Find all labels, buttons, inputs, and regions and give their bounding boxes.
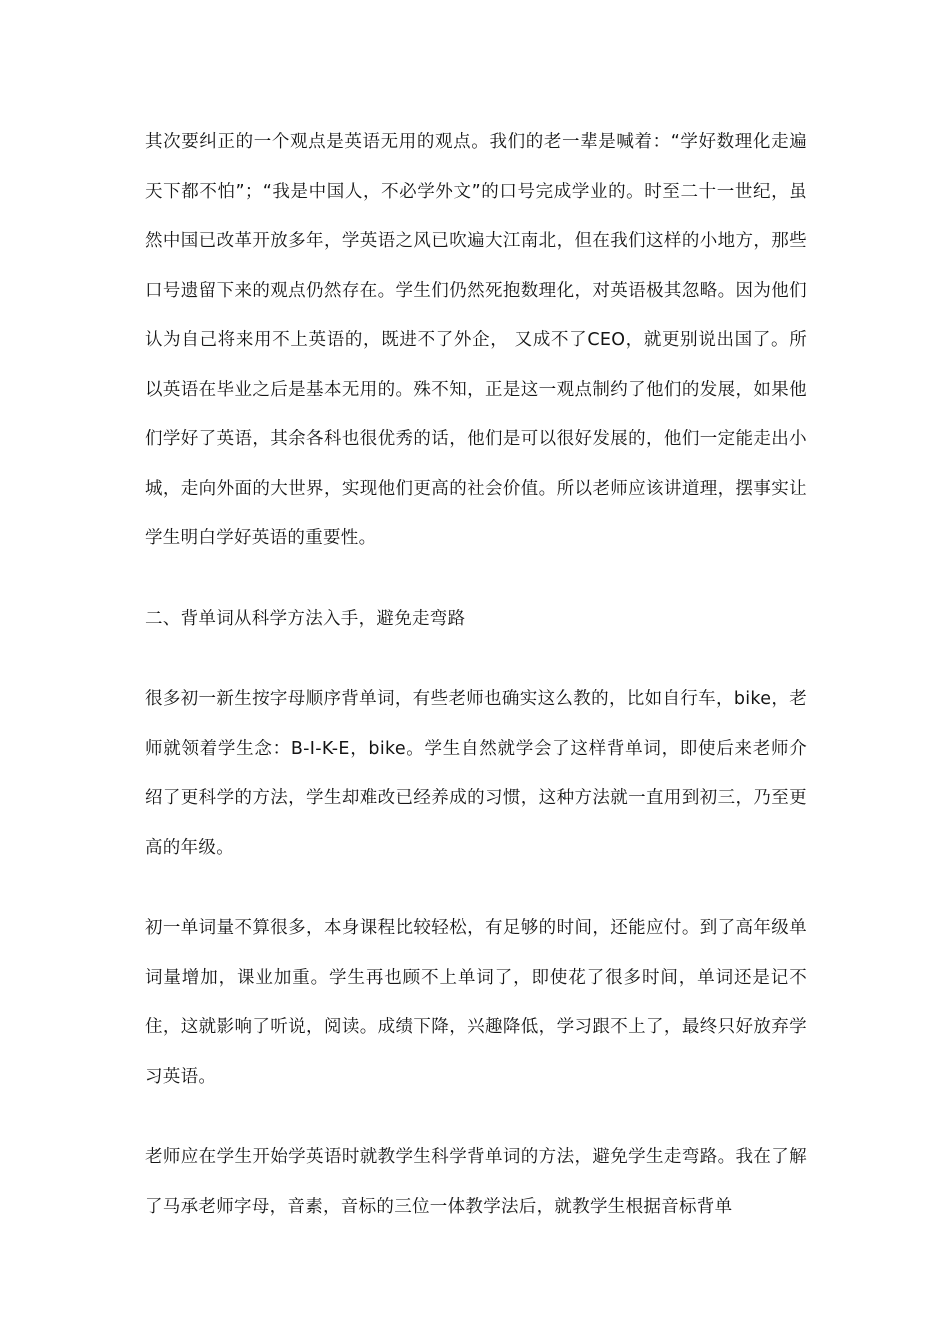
paragraph-vocabulary-load: 初一单词量不算很多，本身课程比较轻松，有足够的时间，还能应付。到了高年级单词量增加，课业加重。学生再也顾不上单词了，即使花了很多时间，单词还是记不住，这就影响了听说，阅读。成绩下降，兴趣降低，学习跟不上了，最终只好放弃学习英语。 bbox=[145, 918, 807, 1087]
section-heading-vocabulary: 二、背单词从科学方法入手，避免走弯路 bbox=[145, 608, 466, 629]
document-body bbox=[145, 118, 807, 1263]
paragraph-english-usefulness: 其次要纠正的一个观点是英语无用的观点。我们的老一辈是喊着：“学好数理化走遍天下都不怕”；“我是中国人，不必学外文”的口号完成学业的。时至二十一世纪，虽然中国已改革开放多年，学英语之风已吹遍大江南北，但在我们这样的小地方，那些口号遗留下来的观点仍然存在。学生们仍然死抱数理化，对英语极其忽略。因为他们认为自己将来用不上英语的，既进不了外企， 又成不了CEO，就更别说出国了。所以英语在毕业之后是基本无用的。殊不知，正是这一观点制约了他们的发展，如果他们学好了英语，其余各科也很优秀的话，他们是可以很好发展的，他们一定能走出小城，走向外面的大世界，实现他们更高的社会价值。所以老师应该讲道理，摆事实让学生明白学好英语的重要性。 bbox=[145, 132, 807, 548]
paragraph-alphabet-memorization: 很多初一新生按字母顺序背单词，有些老师也确实这么教的，比如自行车，bike，老师就领着学生念：B-I-K-E，bike。学生自然就学会了这样背单词，即使后来老师介绍了更科学的方法，学生却难改已经养成的习惯，这种方法就一直用到初三，乃至更高的年级。 bbox=[145, 689, 807, 858]
paragraph-scientific-method: 老师应在学生开始学英语时就教学生科学背单词的方法，避免学生走弯路。我在了解了马承老师字母，音素，音标的三位一体教学法后，就教学生根据音标背单 bbox=[145, 1147, 807, 1217]
